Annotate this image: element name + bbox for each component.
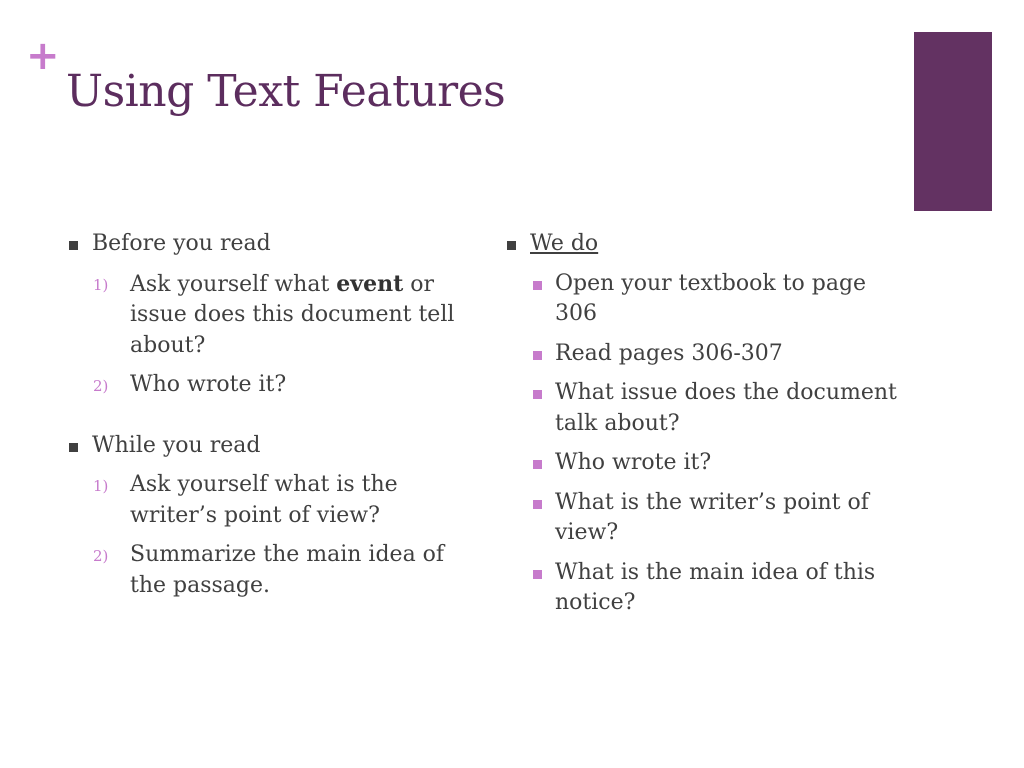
left-column <box>66 229 466 610</box>
list-item <box>504 488 904 549</box>
item-text: Summarize the main idea of the passage. <box>130 542 445 598</box>
list-item <box>504 378 904 439</box>
list-item <box>504 448 904 479</box>
list-number: 1) <box>93 275 109 294</box>
list-item-while-you-read <box>66 431 466 462</box>
list-item-before-2 <box>66 370 466 401</box>
list-item <box>504 339 904 370</box>
list-item-we-do <box>504 229 904 260</box>
item-text: Who wrote it? <box>555 450 712 475</box>
accent-bar <box>914 32 992 211</box>
list-item <box>504 269 904 330</box>
list-number: 1) <box>93 477 109 495</box>
heading-we-do: We do <box>530 231 599 256</box>
list-item-before-you-read <box>66 229 466 260</box>
square-bullet-icon <box>533 390 542 399</box>
heading-while-you-read: While you read <box>92 432 261 458</box>
slide-title: Using Text Features <box>66 66 506 117</box>
item-text: Read pages 306-307 <box>555 340 783 366</box>
square-bullet-icon <box>533 570 542 579</box>
square-bullet-icon <box>69 443 78 452</box>
square-bullet-icon <box>533 500 542 509</box>
item-text-pre: Ask yourself what <box>130 271 337 297</box>
list-number: 2) <box>93 377 109 395</box>
item-text: What issue does the document talk about? <box>555 380 897 436</box>
square-bullet-icon <box>69 241 78 250</box>
list-item-while-2 <box>66 540 466 601</box>
item-text-bold: event <box>336 270 404 297</box>
square-bullet-icon <box>533 351 542 360</box>
square-bullet-icon <box>507 241 516 250</box>
heading-before-you-read: Before you read <box>92 231 271 256</box>
square-bullet-icon <box>533 281 542 290</box>
list-item-before-1 <box>66 269 466 362</box>
item-text-post: or issue does this document tell about? <box>130 271 455 358</box>
plus-icon: + <box>26 33 60 79</box>
item-text: What is the writer’s point of view? <box>555 489 869 545</box>
item-text: What is the main idea of this notice? <box>555 559 876 615</box>
item-text: Ask yourself what is the writer’s point of view? <box>130 472 398 528</box>
list-item-while-1 <box>66 470 466 531</box>
right-column <box>504 229 904 628</box>
list-item <box>504 558 904 619</box>
item-text: Who wrote it? <box>130 372 287 397</box>
list-number: 2) <box>93 547 109 565</box>
square-bullet-icon <box>533 460 542 469</box>
item-text: Open your textbook to page 306 <box>555 270 867 326</box>
